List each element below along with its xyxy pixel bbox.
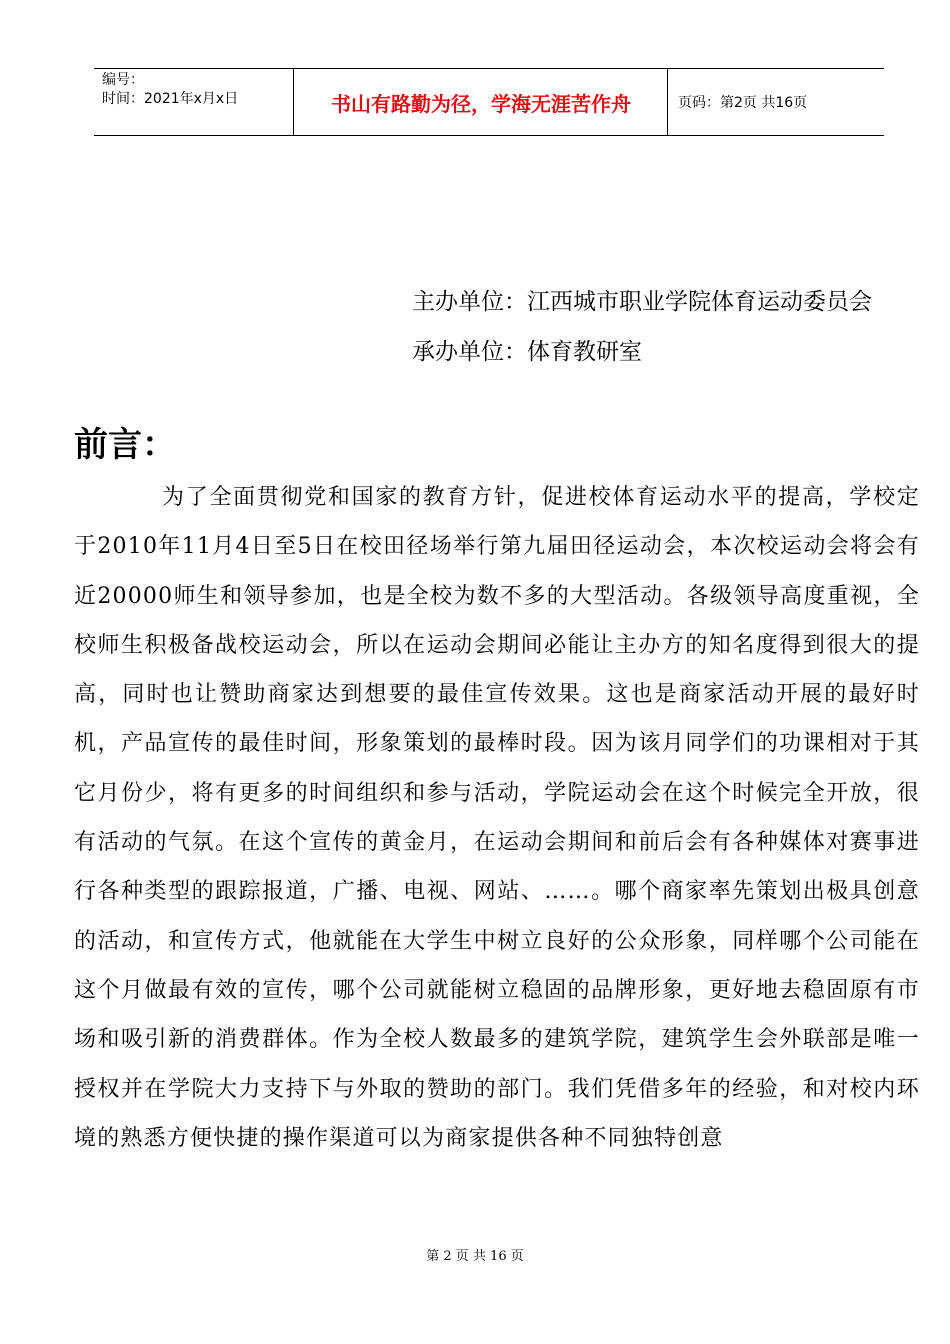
page-header: [94, 68, 884, 136]
document-time-label: 时间：2021年x月x日: [102, 91, 239, 107]
document-number-label: 编号：: [102, 72, 144, 88]
header-meta-cell: [94, 69, 294, 135]
preface-heading: 前言：: [74, 425, 176, 465]
header-page-info: 页码：第2页 共16页: [678, 95, 808, 111]
header-motto: 书山有路勤为径，学海无涯苦作舟: [295, 69, 668, 135]
undertaking-organizer: 承办单位：体育教研室: [412, 339, 642, 365]
host-organizer: 主办单位：江西城市职业学院体育运动委员会: [412, 289, 872, 315]
preface-paragraph: 为了全面贯彻党和国家的教育方针，促进校体育运动水平的提高，学校定于2010年11月4日至5日在校田径场举行第九届田径运动会，本次校运动会将会有近20000师生和领导参加，也是全校为数不多的大型活动。各级领导高度重视，全校师生积极备战校运动会，所以在运动会期间必能让主办方的知名度得到很大的提高，同时也让赞助商家达到想要的最佳宣传效果。这也是商家活动开展的最好时机，产品宣传的最佳时间，形象策划的最棒时段。因为该月同学们的功课相对于其它月份少，将有更多的时间组织和参与活动，学院运动会在这个时候完全开放，很有活动的气氛。在这个宣传的黄金月，在运动会期间和前后会有各种媒体对赛事进行各种类型的跟踪报道，广播、电视、网站、……。哪个商家率先策划出极具创意的活动，和宣传方式，他就能在大学生中树立良好的公众形象，同样哪个公司能在这个月做最有效的宣传，哪个公司就能树立稳固的品牌形象，更好地去稳固原有市场和吸引新的消费群体。作为全校人数最多的建筑学院，建筑学生会外联部是唯一授权并在学院大力支持下与外取的赞助的部门。我们凭借多年的经验，和对校内环境的熟悉方便快捷的操作渠道可以为商家提供各种不同独特创意: [74, 485, 920, 1151]
page-footer: 第 2 页 共 16 页: [426, 1249, 524, 1264]
organizers-block: [412, 277, 872, 377]
